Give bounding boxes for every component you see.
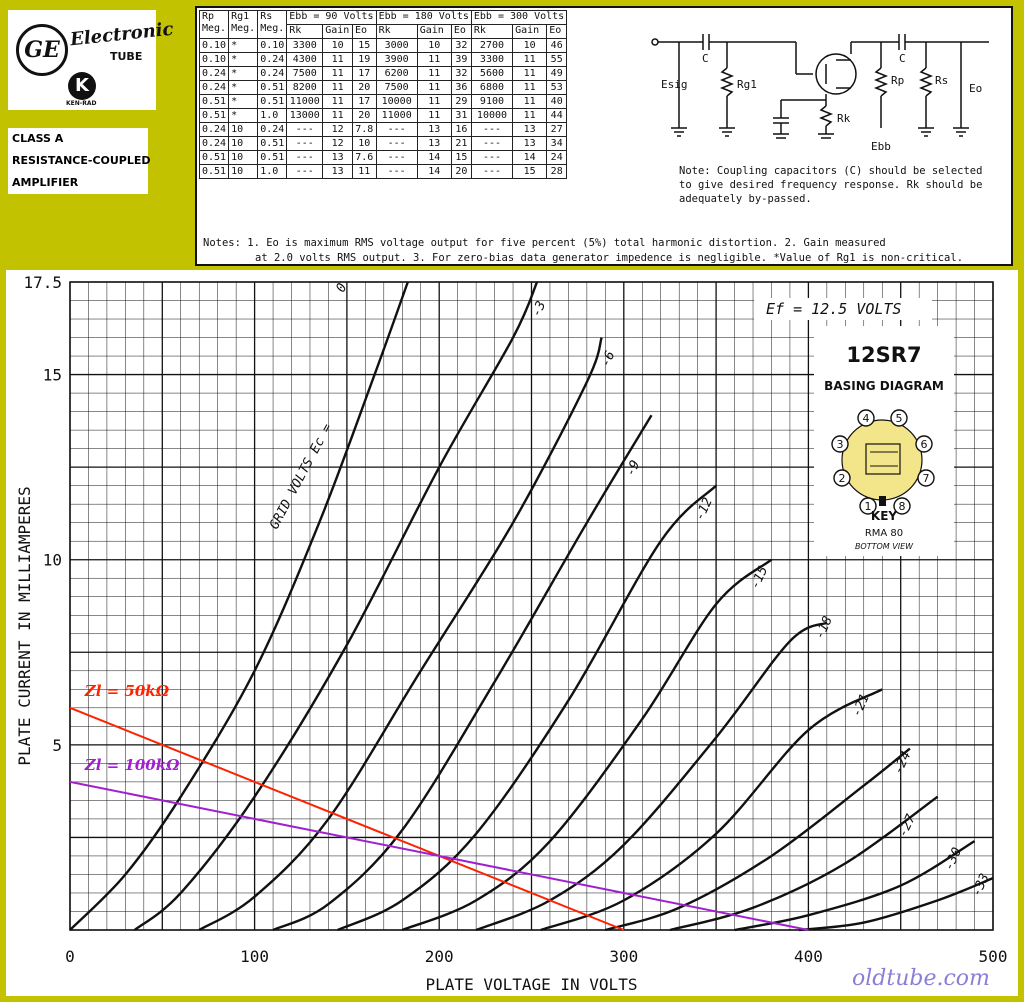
table-cell: 6800: [471, 81, 512, 95]
basing-pin-number: 2: [838, 472, 846, 485]
kenrad-logo-mark: K: [68, 72, 96, 100]
table-cell: 0.24: [258, 123, 287, 137]
class-label-line: CLASS A: [12, 132, 64, 145]
table-cell: 32: [451, 67, 471, 81]
load-line-label: Zl = 100kΩ: [84, 755, 180, 774]
rs-header-line: Rs: [260, 11, 273, 22]
tube-type-label: 12SR7: [846, 343, 922, 367]
table-cell: 12: [323, 123, 353, 137]
table-cell: *: [229, 81, 258, 95]
table-cell: 13: [323, 165, 353, 179]
curve-label: -15: [747, 563, 772, 592]
ebb-90-header: Ebb = 90 Volts: [287, 11, 376, 25]
rs-header: [258, 11, 287, 39]
x-tick-label: 300: [609, 947, 639, 966]
table-cell: 16: [451, 123, 471, 137]
table-cell: 32: [451, 39, 471, 53]
basing-pin-number: 4: [862, 412, 870, 425]
table-cell: 0.10: [200, 53, 229, 67]
brand-name: Electronic: [69, 18, 175, 51]
table-cell: 3300: [471, 53, 512, 67]
notes-line: at 2.0 volts RMS output. 3. For zero-bias data generator impedence is negligible. *Value of Rg1 is non-critical.: [255, 252, 964, 264]
table-cell: 0.51: [200, 165, 229, 179]
table-cell: 1.0: [258, 165, 287, 179]
table-cell: 11: [513, 53, 547, 67]
curve-label: -12: [692, 495, 716, 524]
basing-key-mark: [879, 496, 886, 506]
table-cell: 39: [451, 53, 471, 67]
eo-label: Eo: [969, 82, 983, 95]
circuit-note: Note: Coupling capacitors (C) should be selected to give desired frequency response. Rk should be adequately by-passed.: [679, 165, 983, 205]
curve-label: -27: [895, 812, 920, 840]
table-cell: 21: [451, 137, 471, 151]
basing-pin-number: 8: [898, 500, 906, 513]
table-cell: *: [229, 67, 258, 81]
table-row: [200, 109, 567, 123]
rp-header: [200, 11, 229, 39]
basing-pin-number: 1: [864, 500, 872, 513]
table-cell: 46: [547, 39, 567, 53]
table-cell: 11: [417, 53, 451, 67]
table-row: [200, 151, 567, 165]
rg1-header-line: Rg1: [231, 11, 250, 22]
rg1-label: Rg1: [737, 78, 757, 91]
brand-logo: [8, 10, 175, 110]
table-cell: 49: [547, 67, 567, 81]
table-cell: ---: [471, 137, 512, 151]
table-cell: 0.51: [200, 95, 229, 109]
curve-label: -18: [812, 613, 836, 642]
curve-label: -24: [890, 749, 915, 777]
brand-subname: TUBE: [110, 50, 143, 63]
table-cell: 11: [352, 165, 376, 179]
c2-label: C: [899, 52, 906, 65]
table-cell: 0.51: [258, 81, 287, 95]
curve-label: -3: [529, 298, 550, 320]
rk-header: Rk: [471, 25, 512, 39]
rg1-header-unit: Meg.: [231, 23, 256, 34]
table-cell: *: [229, 53, 258, 67]
table-cell: 13000: [287, 109, 323, 123]
curve-label: -21: [849, 691, 873, 720]
rs-label: Rs: [935, 74, 949, 87]
class-label: [8, 128, 151, 194]
y-tick-label: 5: [52, 735, 62, 755]
load-line-label: Zl = 50kΩ: [84, 681, 170, 700]
table-cell: 13: [513, 137, 547, 151]
table-cell: 53: [547, 81, 567, 95]
table-cell: 0.10: [200, 39, 229, 53]
basing-pin-number: 5: [895, 412, 903, 425]
table-row: [200, 95, 567, 109]
table-cell: 0.24: [200, 137, 229, 151]
table-cell: 10: [352, 137, 376, 151]
table-row: [200, 67, 567, 81]
table-cell: ---: [471, 165, 512, 179]
table-cell: 13: [323, 151, 353, 165]
x-tick-label: 400: [793, 947, 823, 966]
table-cell: 7.8: [352, 123, 376, 137]
table-cell: 0.51: [258, 151, 287, 165]
table-cell: 0.24: [200, 81, 229, 95]
y-tick-label: 15: [42, 365, 62, 385]
table-cell: 10: [229, 137, 258, 151]
rg1-header: [229, 11, 258, 39]
grid-voltage-curve: [541, 689, 883, 930]
table-cell: ---: [376, 165, 417, 179]
table-cell: 14: [417, 165, 451, 179]
table-cell: 0.51: [200, 151, 229, 165]
table-row: [200, 39, 567, 53]
table-cell: 0.24: [200, 123, 229, 137]
table-cell: 55: [547, 53, 567, 67]
table-cell: 3300: [287, 39, 323, 53]
table-cell: 29: [451, 95, 471, 109]
table-cell: 0.24: [258, 67, 287, 81]
table-cell: 13: [417, 123, 451, 137]
table-cell: 13: [417, 137, 451, 151]
table-cell: 6200: [376, 67, 417, 81]
rk-header: Rk: [287, 25, 323, 39]
curve-label: -30: [941, 845, 966, 874]
table-row: [200, 137, 567, 151]
table-cell: 11: [323, 109, 353, 123]
y-axis-label: PLATE CURRENT IN MILLIAMPERES: [15, 486, 34, 766]
basing-pin-number: 6: [920, 438, 928, 451]
table-cell: 17: [352, 95, 376, 109]
table-row: [200, 165, 567, 179]
table-cell: ---: [287, 123, 323, 137]
rp-header-line: Rp: [202, 11, 215, 22]
grid-voltage-curve: [70, 282, 408, 930]
table-cell: 31: [451, 109, 471, 123]
table-cell: 11: [323, 67, 353, 81]
basing-title: BASING DIAGRAM: [824, 379, 944, 393]
x-tick-label: 100: [240, 947, 270, 966]
table-cell: ---: [376, 123, 417, 137]
gain-header: Gain: [323, 25, 353, 39]
table-cell: 7500: [376, 81, 417, 95]
circuit-diagram: [641, 10, 1011, 160]
table-cell: 34: [547, 137, 567, 151]
table-cell: 20: [451, 165, 471, 179]
x-tick-label: 500: [978, 947, 1008, 966]
table-cell: 2700: [471, 39, 512, 53]
table-cell: 8200: [287, 81, 323, 95]
table-cell: 3900: [376, 53, 417, 67]
table-cell: *: [229, 109, 258, 123]
basing-diagram: [814, 326, 954, 556]
rk-header: Rk: [376, 25, 417, 39]
table-cell: 11: [513, 95, 547, 109]
table-cell: 1.0: [258, 109, 287, 123]
grid-volts-header-label: GRID VOLTS Ec =: [267, 421, 336, 532]
table-cell: 0.24: [200, 67, 229, 81]
rs-header-unit: Meg.: [260, 23, 285, 34]
gain-header: Gain: [513, 25, 547, 39]
table-cell: ---: [471, 151, 512, 165]
table-cell: ---: [376, 151, 417, 165]
grid-voltage-curve: [605, 749, 910, 930]
table-cell: 7500: [287, 67, 323, 81]
table-cell: 11000: [376, 109, 417, 123]
table-cell: 9100: [471, 95, 512, 109]
class-label-line: RESISTANCE-COUPLED: [12, 154, 151, 167]
rk-label: Rk: [837, 112, 851, 125]
table-cell: 11: [513, 81, 547, 95]
table-cell: 11: [417, 81, 451, 95]
table-cell: 40: [547, 95, 567, 109]
ge-logo-mark: GE: [16, 24, 68, 76]
table-cell: 3000: [376, 39, 417, 53]
filament-annotation: Ef = 12.5 VOLTS: [766, 300, 902, 318]
table-cell: 11: [417, 67, 451, 81]
notes-line: Notes: 1. Eo is maximum RMS voltage output for five percent (5%) total harmonic distortion. 2. Gain measured: [203, 237, 886, 249]
table-cell: *: [229, 95, 258, 109]
esig-label: Esig: [661, 78, 688, 91]
x-tick-label: 200: [424, 947, 454, 966]
table-cell: 0.51: [258, 95, 287, 109]
table-cell: 27: [547, 123, 567, 137]
gain-header: Gain: [417, 25, 451, 39]
y-tick-label: 10: [42, 550, 62, 570]
x-axis-label: PLATE VOLTAGE IN VOLTS: [425, 975, 638, 994]
table-row: [200, 123, 567, 137]
table-cell: 10: [229, 123, 258, 137]
table-cell: 11: [417, 95, 451, 109]
watermark: oldtube.com: [852, 966, 990, 991]
table-cell: 10000: [471, 109, 512, 123]
table-cell: 11: [323, 95, 353, 109]
table-cell: 11: [323, 81, 353, 95]
table-cell: 15: [352, 39, 376, 53]
basing-rma-label: RMA 80: [864, 528, 904, 539]
table-cell: ---: [471, 123, 512, 137]
table-cell: 14: [513, 151, 547, 165]
table-cell: 11: [513, 67, 547, 81]
table-cell: *: [229, 39, 258, 53]
table-cell: ---: [287, 151, 323, 165]
rp-label: Rp: [891, 74, 905, 87]
table-cell: 10: [229, 165, 258, 179]
grid-voltage-curve: [799, 878, 993, 930]
class-label-line: AMPLIFIER: [12, 176, 79, 189]
table-cell: 36: [451, 81, 471, 95]
table-cell: 4300: [287, 53, 323, 67]
table-notes: [203, 236, 1009, 266]
curve-label: -33: [969, 871, 993, 899]
table-cell: 44: [547, 109, 567, 123]
curve-label: -6: [598, 348, 619, 370]
table-cell: 13: [513, 123, 547, 137]
table-cell: 11000: [287, 95, 323, 109]
table-cell: 10: [229, 151, 258, 165]
y-tick-label: 17.5: [23, 273, 62, 292]
table-cell: ---: [376, 137, 417, 151]
table-cell: 0.10: [258, 39, 287, 53]
table-cell: 11: [417, 109, 451, 123]
ebb-300-header: Ebb = 300 Volts: [471, 11, 566, 25]
plate-characteristics-chart: [6, 270, 1018, 996]
data-panel: [195, 6, 1013, 266]
table-cell: 20: [352, 109, 376, 123]
table-cell: 24: [547, 151, 567, 165]
table-row: [200, 81, 567, 95]
ebb-180-header: Ebb = 180 Volts: [376, 11, 471, 25]
table-cell: 12: [323, 137, 353, 151]
curve-label: 0: [333, 281, 351, 295]
eo-header: Eo: [352, 25, 376, 39]
basing-key-label: KEY: [870, 509, 898, 523]
grid-voltage-curve: [735, 841, 975, 930]
chart-svg: [6, 270, 1018, 996]
kenrad-label: KEN-RAD: [66, 100, 97, 107]
table-cell: 28: [547, 165, 567, 179]
curve-label: -9: [623, 458, 644, 479]
table-cell: 5600: [471, 67, 512, 81]
table-cell: 10: [323, 39, 353, 53]
table-cell: 10: [513, 39, 547, 53]
table-cell: 19: [352, 53, 376, 67]
table-cell: 11: [323, 53, 353, 67]
table-cell: 14: [417, 151, 451, 165]
table-cell: 17: [352, 67, 376, 81]
eo-header: Eo: [547, 25, 567, 39]
table-cell: 0.51: [200, 109, 229, 123]
basing-view-label: BOTTOM VIEW: [854, 542, 914, 551]
table-cell: 7.6: [352, 151, 376, 165]
table-cell: 0.24: [258, 53, 287, 67]
table-cell: ---: [287, 137, 323, 151]
table-cell: 15: [451, 151, 471, 165]
rp-header-unit: Meg.: [202, 23, 227, 34]
eo-header: Eo: [451, 25, 471, 39]
basing-pin-number: 7: [922, 472, 930, 485]
c1-label: C: [702, 52, 709, 65]
table-cell: 0.51: [258, 137, 287, 151]
table-cell: 10: [417, 39, 451, 53]
basing-pin-number: 3: [836, 438, 844, 451]
x-tick-label: 0: [65, 947, 75, 966]
table-cell: 15: [513, 165, 547, 179]
table-cell: 11: [513, 109, 547, 123]
table-cell: 20: [352, 81, 376, 95]
ebb-label: Ebb: [871, 140, 891, 153]
table-cell: 10000: [376, 95, 417, 109]
table-row: [200, 53, 567, 67]
rc-amplifier-table: [199, 10, 567, 179]
table-cell: ---: [287, 165, 323, 179]
tube-base-circle: [842, 420, 922, 500]
